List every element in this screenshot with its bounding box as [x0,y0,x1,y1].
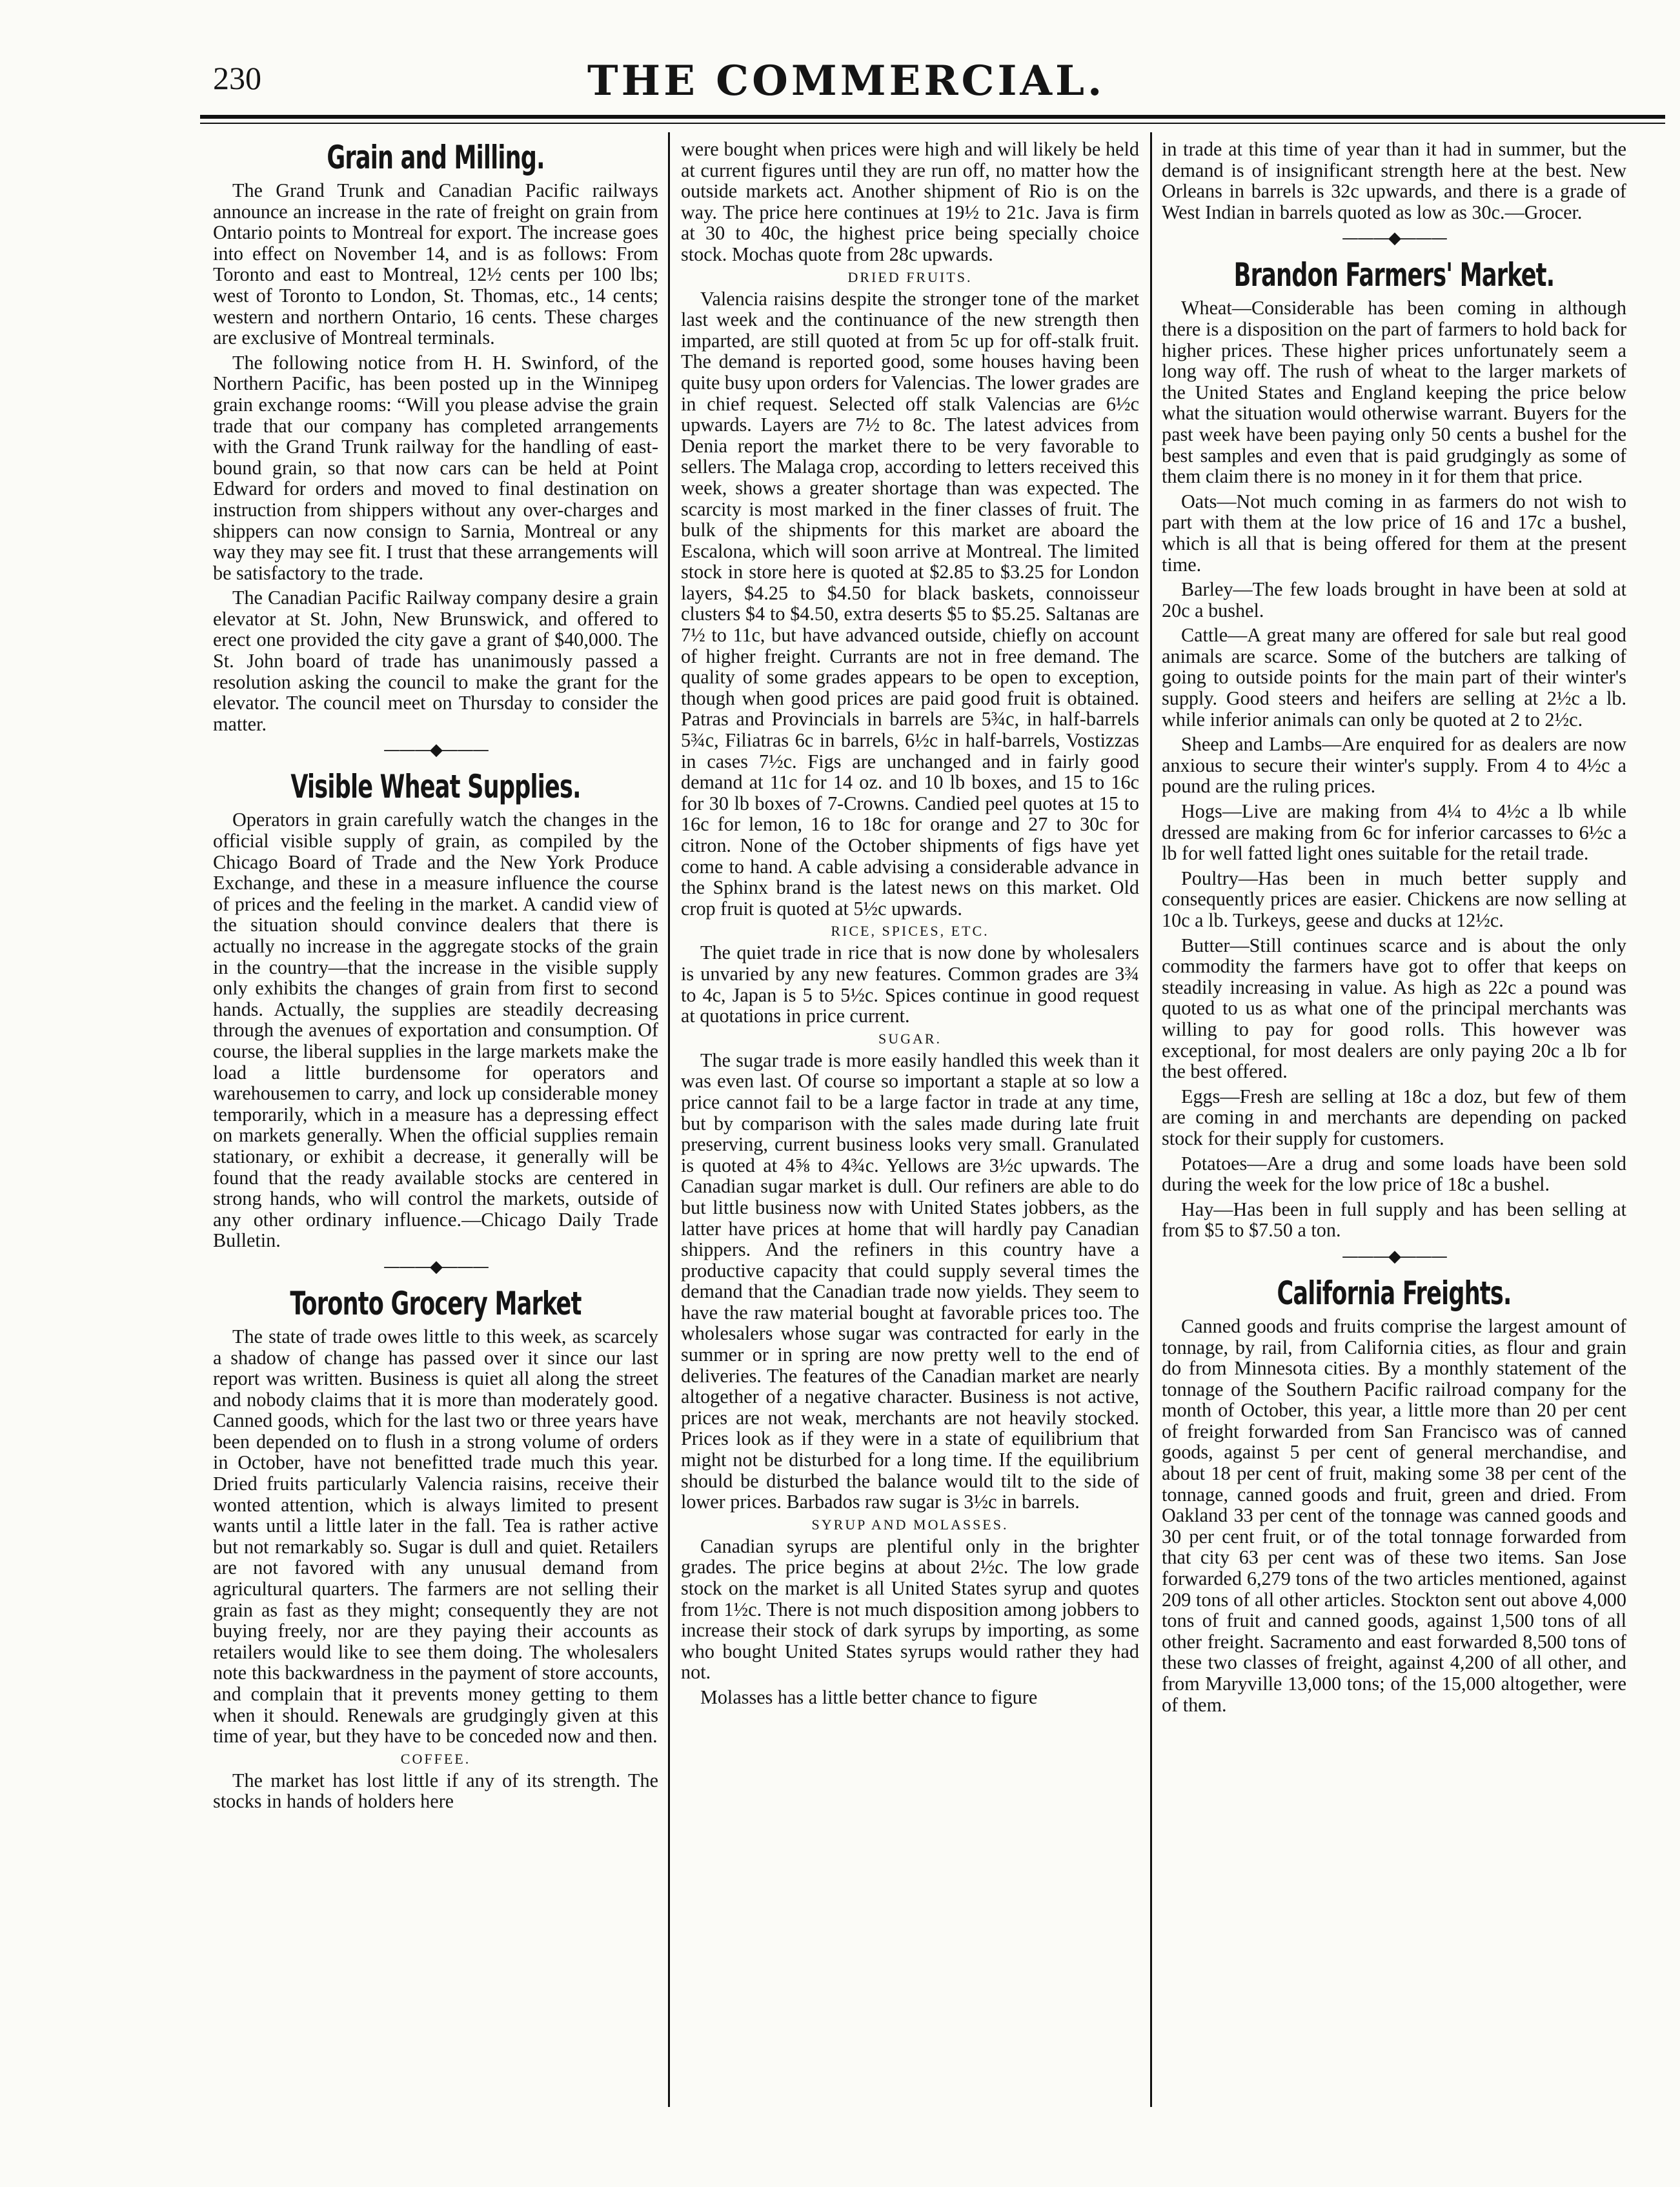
article-paragraph: Potatoes—Are a drug and some loads have been sold during the week for the low price of 18c a bushel. [1162,1152,1626,1196]
article-heading-visible-wheat: Visible Wheat Supplies. [290,768,581,806]
article-paragraph: The market has lost little if any of its strength. The stocks in hands of holders here [213,1769,658,1813]
article-paragraph: The Canadian Pacific Railway company desire a grain elevator at St. John, New Brunswick, and offered to erect one provided the city gave a grant of $40,000. The St. John board of trade has unanimously passed a resolution asking the council to make the grant for the elevator. The council meet on Thursday to consider the matter. [213,587,658,735]
article-paragraph: Barley—The few loads brought in have been at sold at 20c a bushel. [1162,578,1626,621]
column-1 [213,139,658,2107]
publication-title: THE COMMERCIAL. [587,57,1106,105]
column-3 [1162,139,1626,2107]
article-heading-grain-milling: Grain and Milling. [327,139,545,176]
article-paragraph: Poultry—Has been in much better supply and consequently prices are easier. Chickens are now selling at 10c a lb. Turkeys, geese and ducks at 12½c. [1162,867,1626,931]
article-heading-toronto-grocery: Toronto Grocery Market [290,1284,582,1322]
article-paragraph: were bought when prices were high and will likely be held at current figures until they are run off, no matter how the outside markets act. Another shipment of Rio is on the way. The price here continues at 19½ to 21c. Java is firm at 30 to 40c, the highest price being specially choice stock. Mochas quote from 28c upwards. [681,139,1139,265]
article-paragraph: Wheat—Considerable has been coming in although there is a disposition on the part of farmers to hold back for higher prices. These higher prices unfortunately seem a long way off. The rush of wheat to the larger markets of the United States and England keeping the price below what the situation would otherwise warrant. Buyers for the past week have been paying only 50 cents a bushel for the best samples and even that is paid grudgingly as some of them claim there is no money in it for them that price. [1162,297,1626,488]
article-paragraph: Valencia raisins despite the stronger tone of the market last week and the continuance of the new strength then imparted, are still quoted at from 5c up for off-stalk fruit. The demand is reported good, some houses having been quite busy upon orders for Valencias. The lower grades are in chief request. Selected off stalk Valencias are 6½c upwards. Layers are 7½ to 8c. The latest advices from Denia report the market there to be very favorable to sellers. The Malaga crop, according to letters received this week, shows a greater shortage than was expected. The scarcity is most marked in the finer classes of fruit. The bulk of the shipments for this market are aboard the Escalona, which will soon arrive at Montreal. The limited stock in store here is quoted at $2.85 to $3.25 for London layers, $4.25 to $4.50 for black baskets, connoisseur clusters $4 to $4.50, extra deserts $5 to $5.25. Saltanas are 7½ to 11c, but have advanced outside, chiefly on account of higher freight. Currants are not in free demand. The quality of some grades appears to be open to exception, though when good prices are paid good fruit is obtained. Patras and Provincials in barrels are 5¾c, in half-barrels 5¾c, Filiatras 6c in barrels, 6½c in half-barrels, Vostizzas in cases 7½c. Figs are unchanged and in fairly good demand at 11c for 14 oz. and 10 lb boxes, and 15 to 16c for 30 lb boxes of 7-Crowns. Candied peel quotes at 15 to 16c for lemon, 16 to 18c for orange and 27 to 30c for citron. None of the October shipments of figs have yet come to hand. A cable advising a considerable advance in the Sphinx brand is the latest news on this market. Old crop fruit is quoted at 5½c upwards. [681,287,1139,920]
article-paragraph: Molasses has a little better chance to figure [700,1686,1038,1708]
section-separator: ———◆——— [383,1256,488,1276]
masthead-rule-thin [200,123,1665,124]
column-2 [681,139,1139,2107]
section-separator: ———◆——— [383,740,488,760]
article-paragraph: The following notice from H. H. Swinford, of the Northern Pacific, has been posted up in the Winnipeg grain exchange rooms: “Will you please advise the grain trade that our company has completed arrangements with the Grand Trunk railway for the handling of east-bound grain, so that now cars can be held at Point Edward for orders and moved to final destination on instruction from shippers without any over-charges and shippers can now consign to Sarnia, Montreal or any way they may see fit. I trust that these arrangements will be satisfactory to the trade. [213,351,658,584]
column-divider-left [668,132,670,2107]
masthead-rule-thick [200,115,1665,119]
article-paragraph: The Grand Trunk and Canadian Pacific railways announce an increase in the rate of freight on grain from Ontario points to Montreal for export. The increase goes into effect on November 14, and is as follows: From Toronto and east to Montreal, 12½ cents per 100 lbs; west of Toronto to London, St. Thomas, etc., 14 cents; western and northern Ontario, 16 cents. These charges are exclusive of Montreal terminals. [213,179,658,349]
article-paragraph: The state of trade owes little to this week, as scarcely a shadow of change has passed over it since our last report was written. Business is quiet all along the street and nobody claims that it is more than moderately good. Canned goods, which for the last two or three years have been depended on to flush in a strong volume of orders in October, have not benefitted trade much this year. Dried fruits particularly Valencia raisins, receive their wonted attention, which is always limited to present wants until a little later in the fall. Tea is rather active but not remarkably so. Sugar is dull and quiet. Retailers are not favored with any unusual demand from agricultural quarters. The farmers are not selling their grain as fast as they might; consequently they are not buying freely, nor are they paying their accounts as retailers would like to see them doing. The wholesalers note this backwardness in the payment of store accounts, and complain that it prevents money getting to them when it should. Renewals are grudgingly given at this time of year, but they have to be conceded now and then. [213,1325,658,1748]
article-paragraph: Sheep and Lambs—Are enquired for as dealers are now anxious to secure their winter's supply. From 4 to 4½c a pound are the ruling prices. [1162,733,1626,798]
column-divider-right [1150,132,1152,2107]
article-heading-brandon-market: Brandon Farmers' Market. [1233,256,1555,294]
section-separator: ———◆——— [1342,1246,1446,1266]
article-paragraph: Hay—Has been in full supply and has been selling at from $5 to $7.50 a ton. [1162,1198,1626,1242]
subheading-coffee: COFFEE. [400,1750,471,1767]
section-separator: ———◆——— [1342,228,1446,248]
article-paragraph: Eggs—Fresh are selling at 18c a doz, but few of them are coming in and merchants are depending on packed stock for their supply for customers. [1162,1085,1626,1149]
article-paragraph: The sugar trade is more easily handled this week than it was even last. Of course so important a staple at so low a price cannot fail to be a large factor in trade at any time, but by comparison with the sales made during late fruit preserving, current business looks very small. Granulated is quoted at 4⅝ to 4¾c. Yellows are 3½c upwards. The Canadian sugar market is dull. Our refiners are able to do but little business now with United States jobbers, as the latter have prices at home that will hardly pay Canadian shippers. And the refiners in this country have a productive capacity that could supply several times the demand that the Canadian trade now yields. They seem to have the raw material bought at favorable prices too. The wholesalers whose sugar was contracted for early in the summer or in spring are now pretty well to the end of deliveries. The features of the Canadian market are nearly altogether of a negative character. Business is not active, prices are not weak, merchants are not heavily stocked. Prices look as if they were in a state of equilibrium that might not be disturbed for a long time. If the equilibrium should be disturbed the balance would tilt to the side of lower prices. Barbados raw sugar is 3½c in barrels. [681,1049,1139,1513]
article-paragraph: Oats—Not much coming in as farmers do not wish to part with them at the low price of 16 and 17c a bushel, which is all that is being offered for them at the present time. [1162,490,1626,576]
subheading-dried-fruits: DRIED FRUITS. [847,268,973,285]
article-paragraph: Operators in grain carefully watch the changes in the official visible supply of grain, as compiled by the Chicago Board of Trade and the New York Produce Exchange, and these in a measure influence the course of prices and the feeling in the market. A candid view of the situation should convince dealers that there is actually no increase in the aggregate stocks of the grain in the country—that the increase in the visible supply only exhibits the changes of grain from first to second hands. Actually, the supplies are steadily decreasing through the avenues of exportation and consumption. Of course, the liberal supplies in the large markets make the load a little burdensome for operators and warehousemen to carry, and lock up considerable money temporarily, which in a measure has a depressing effect on markets generally. When the official supplies remain stationary, or exhibit a decrease, it generally will be found that the ready available stocks are centered in strong hands, who will control the markets, outside of any other ordinary influence.—Chicago Daily Trade Bulletin. [213,809,658,1252]
article-paragraph: The quiet trade in rice that is now done by wholesalers is unvaried by any new features. Common grades are 3¾ to 4c, Japan is 5 to 5½c. Spices continue in good request at quotations in price current. [681,942,1139,1027]
article-heading-california-freights: California Freights. [1277,1274,1512,1312]
article-paragraph: Cattle—A great many are offered for sale but real good animals are scarce. Some of the butchers are talking of going to outside points for the main part of their winter's supply. Good steers and heifers are selling at 2½c a lb. while inferior animals can only be quoted at 2 to 2½c. [1162,624,1626,731]
subheading-rice-spices: RICE, SPICES, ETC. [831,923,989,940]
article-paragraph: Canadian syrups are plentiful only in the brighter grades. The price begins at about 2½c. The low grade stock on the market is all United States syrup and quotes from 1½c. There is not much disposition among jobbers to increase their stock of dark syrups by importing, as some who bought United States syrups would rather they had not. [681,1535,1139,1684]
page-number: 230 [213,60,261,96]
subheading-syrup-molasses: SYRUP AND MOLASSES. [811,1516,1009,1533]
article-paragraph: Hogs—Live are making from 4¼ to 4½c a lb while dressed are making from 6c for inferior carcasses to 6½c a lb for well fatted light ones suitable for the retail trade. [1162,800,1626,865]
article-paragraph: Canned goods and fruits comprise the largest amount of tonnage, by rail, from California cities, as flour and grain do from Minnesota cities. By a monthly statement of the tonnage of the Southern Pacific railroad company for the month of October, this year, a little more than 20 per cent of freight forwarded from San Francisco was of canned goods, against 5 per cent of general merchandise, and about 18 per cent of fruit, making some 38 per cent of the tonnage, canned goods and fruit, green and dried. From Oakland 33 per cent of the tonnage was canned goods and 30 per cent fruit, or of the total tonnage forwarded from that city 63 per cent was of these two items. San Jose forwarded 6,279 tons of the two articles mentioned, against 209 tons of all other articles. Stockton sent out above 4,000 tons of fruit and canned goods, against 1,500 tons of all other freight. Sacramento and east forwarded 8,500 tons of these two classes of freight, against 4,200 of all other, and from Maryville 13,000 tons; of the 15,000 altogether, were of them. [1162,1315,1626,1716]
subheading-sugar: SUGAR. [878,1030,942,1047]
article-paragraph: in trade at this time of year than it had in summer, but the demand is of insignificant strength here at the best. New Orleans in barrels is 32c upwards, and there is a grade of West Indian in barrels quoted as low as 30c.—Grocer. [1162,139,1626,223]
article-paragraph: Butter—Still continues scarce and is about the only commodity the farmers have got to offer that keeps on steadily increasing in value. As high as 22c a pound was quoted to us as what one of the principal merchants was willing to pay for good rolls. This however was exceptional, for most dealers are only paying 20c a lb for the best offered. [1162,934,1626,1083]
